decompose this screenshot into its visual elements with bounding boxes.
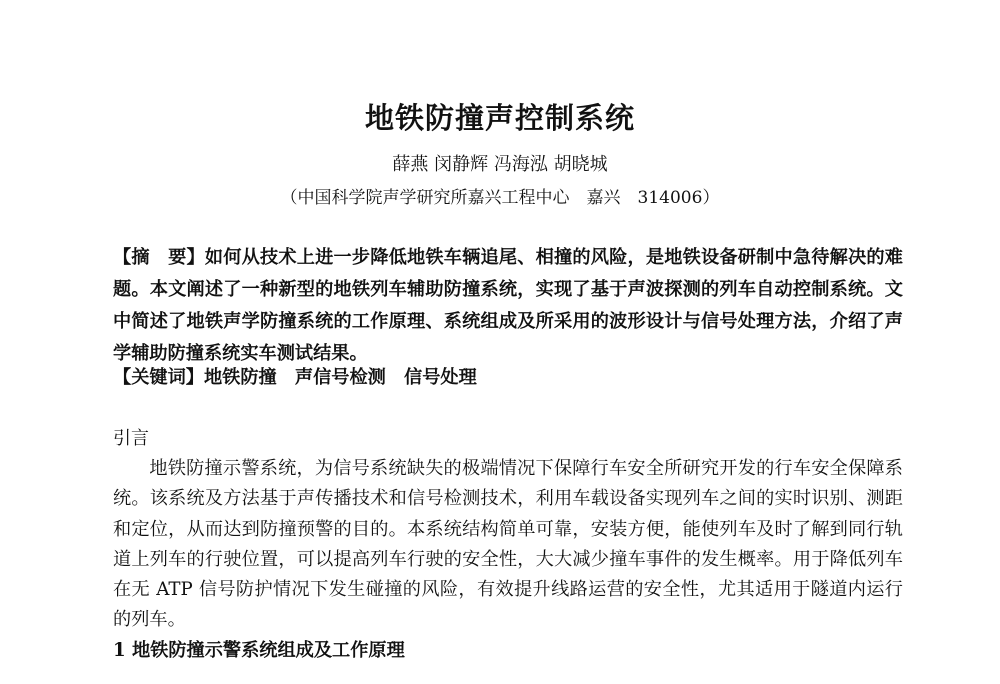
keywords-text: 地铁防撞 声信号检测 信号处理 [203,367,477,388]
abstract-text: 如何从技术上进一步降低地铁车辆追尾、相撞的风险，是地铁设备研制中急待解决的难题。本文阐述了一种新型的地铁列车辅助防撞系统，实现了基于声波探测的列车自动控制系统。文中简述了地铁声学防撞系统的工作原理、系统组成及所采用的波形设计与信号处理方法，介绍了声学辅助防撞系统实车测试结果。 [113,247,903,364]
keywords-label: 【关键词】 [113,367,204,388]
paper-authors: 薛燕 闵静辉 冯海泓 胡晓城 [392,154,608,175]
intro-heading: 引言 [113,428,149,449]
paper-title: 地铁防撞声控制系统 [364,101,635,135]
paper-affiliation: （中国科学院声学研究所嘉兴工程中心 嘉兴 314006） [280,188,720,208]
abstract-label: 【摘 要】 [113,247,205,268]
abstract-block [113,242,903,370]
section-1-heading: 1 地铁防撞示警系统组成及工作原理 [113,640,405,661]
keywords-block [113,363,903,393]
intro-paragraph: 地铁防撞示警系统，为信号系统缺失的极端情况下保障行车安全所研究开发的行车安全保障系统。该系统及方法基于声传播技术和信号检测技术，利用车载设备实现列车之间的实时识别、测距和定位，从而达到防撞预警的目的。本系统结构简单可靠，安装方便，能使列车及时了解到同行轨道上列车的行驶位置，可以提高列车行驶的安全性，大大减少撞车事件的发生概率。用于降低列车在无 ATP 信号防护情况下发生碰撞的风险，有效提升线路运营的安全性，尤其适用于隧道内运行的列车。 [113,458,903,631]
